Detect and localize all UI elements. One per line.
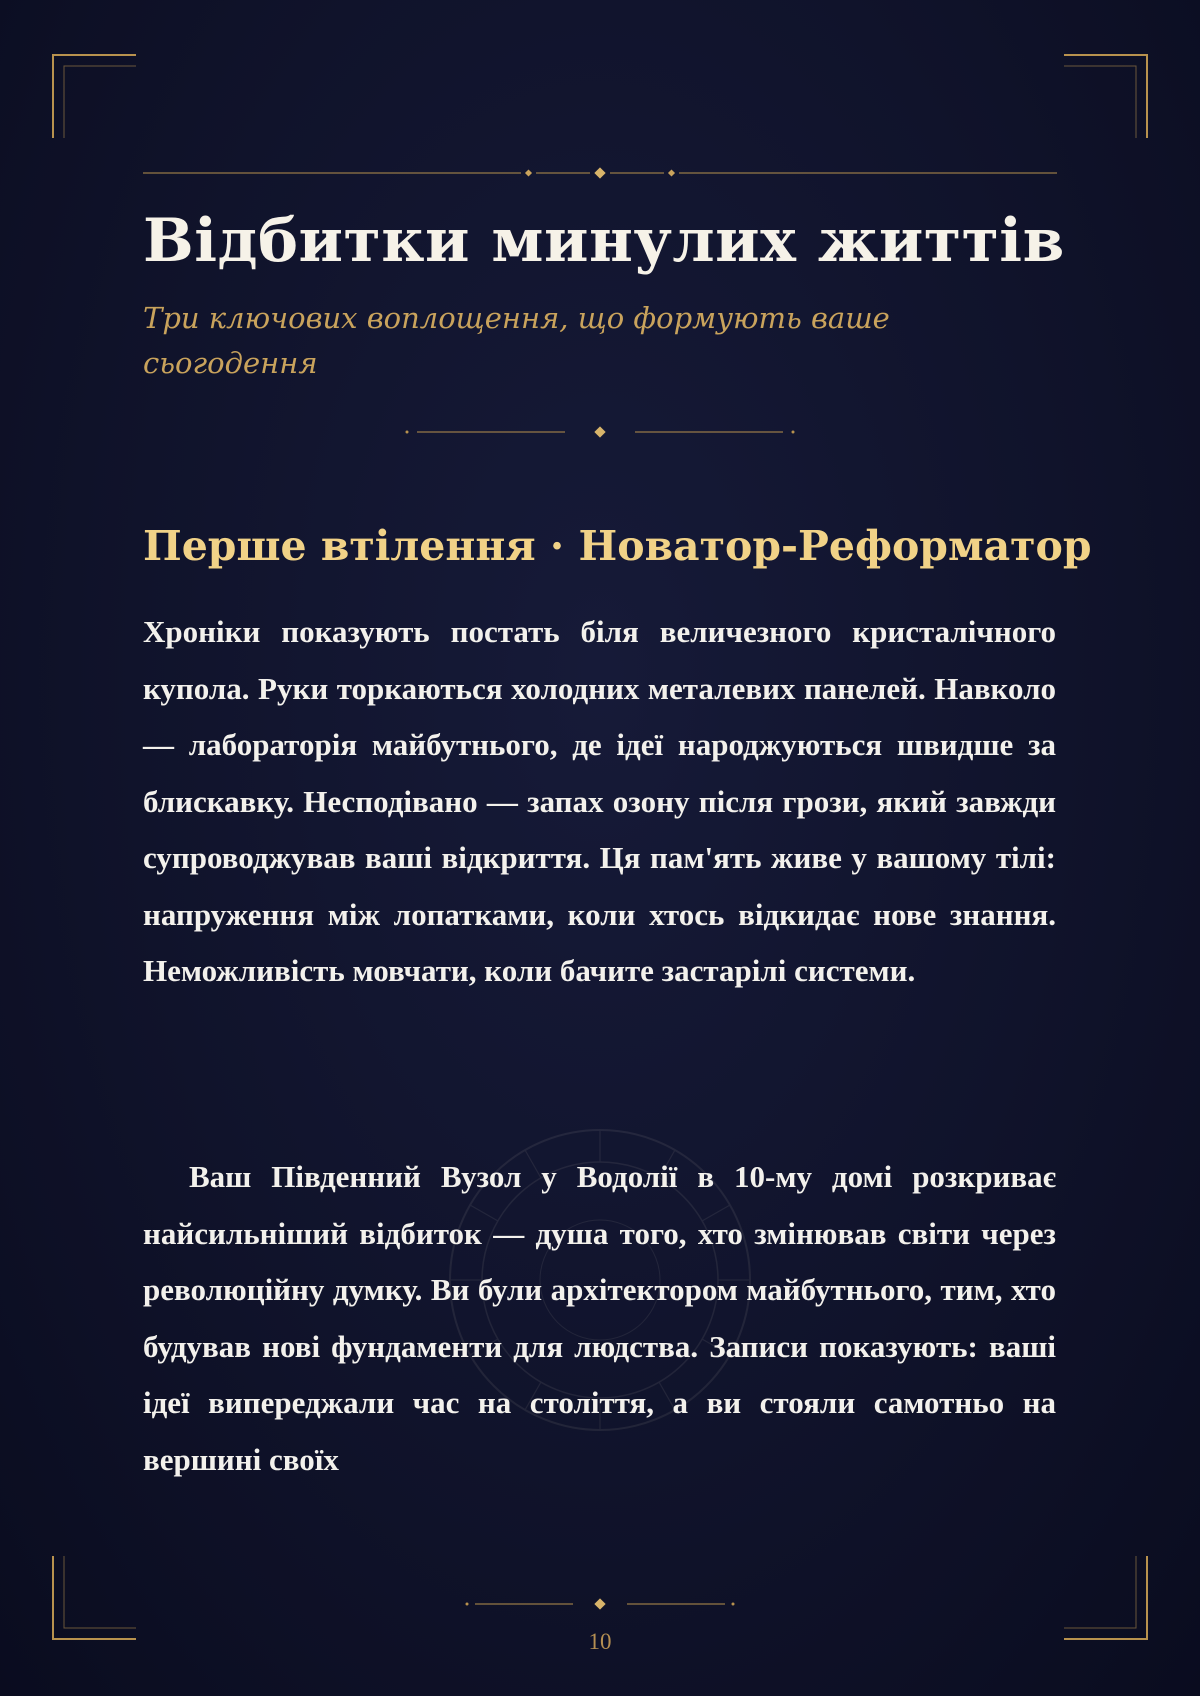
diamond-divider-icon: [405, 424, 795, 440]
body-paragraph: Хроніки показують постать біля величезного кристалічного купола. Руки торкаються холодних металевих панелей. Навколо — лабораторія майбутнього, де ідеї народжуються швидше за блискавку. Несподівано — запах озону після грози, який завжди супроводжував ваші відкриття. Ця пам'ять живе у вашому тілі: напруження між лопатками, коли хтось відкидає нове знання. Неможливість мовчати, коли бачите застарілі системи.: [143, 614, 1056, 988]
page-number: 10: [588, 1629, 612, 1654]
page-title: Відбитки минулих життів: [143, 206, 1065, 276]
corner-frame-icon: [52, 54, 136, 138]
diamond-divider-icon: [465, 1596, 735, 1612]
page-subtitle: Три ключових воплощення, що формують ваше сьогодення: [143, 301, 890, 380]
section-heading: Перше втілення · Новатор-Реформатор: [143, 522, 1092, 570]
corner-frame-icon: [52, 1556, 136, 1640]
diamond-divider-icon: [143, 165, 1057, 181]
corner-frame-icon: [1064, 54, 1148, 138]
body-paragraph: Ваш Південний Вузол у Водолії в 10-му домі розкриває найсильніший відбиток — душа того, хто змінював світи через революційну думку. Ви були архітектором майбутнього, тим, хто будував нові фундаменти для людства. Записи показують: ваші ідеї випереджали час на століття, а ви стояли самотньо на вершині своїх: [143, 1159, 1056, 1477]
corner-frame-icon: [1064, 1556, 1148, 1640]
